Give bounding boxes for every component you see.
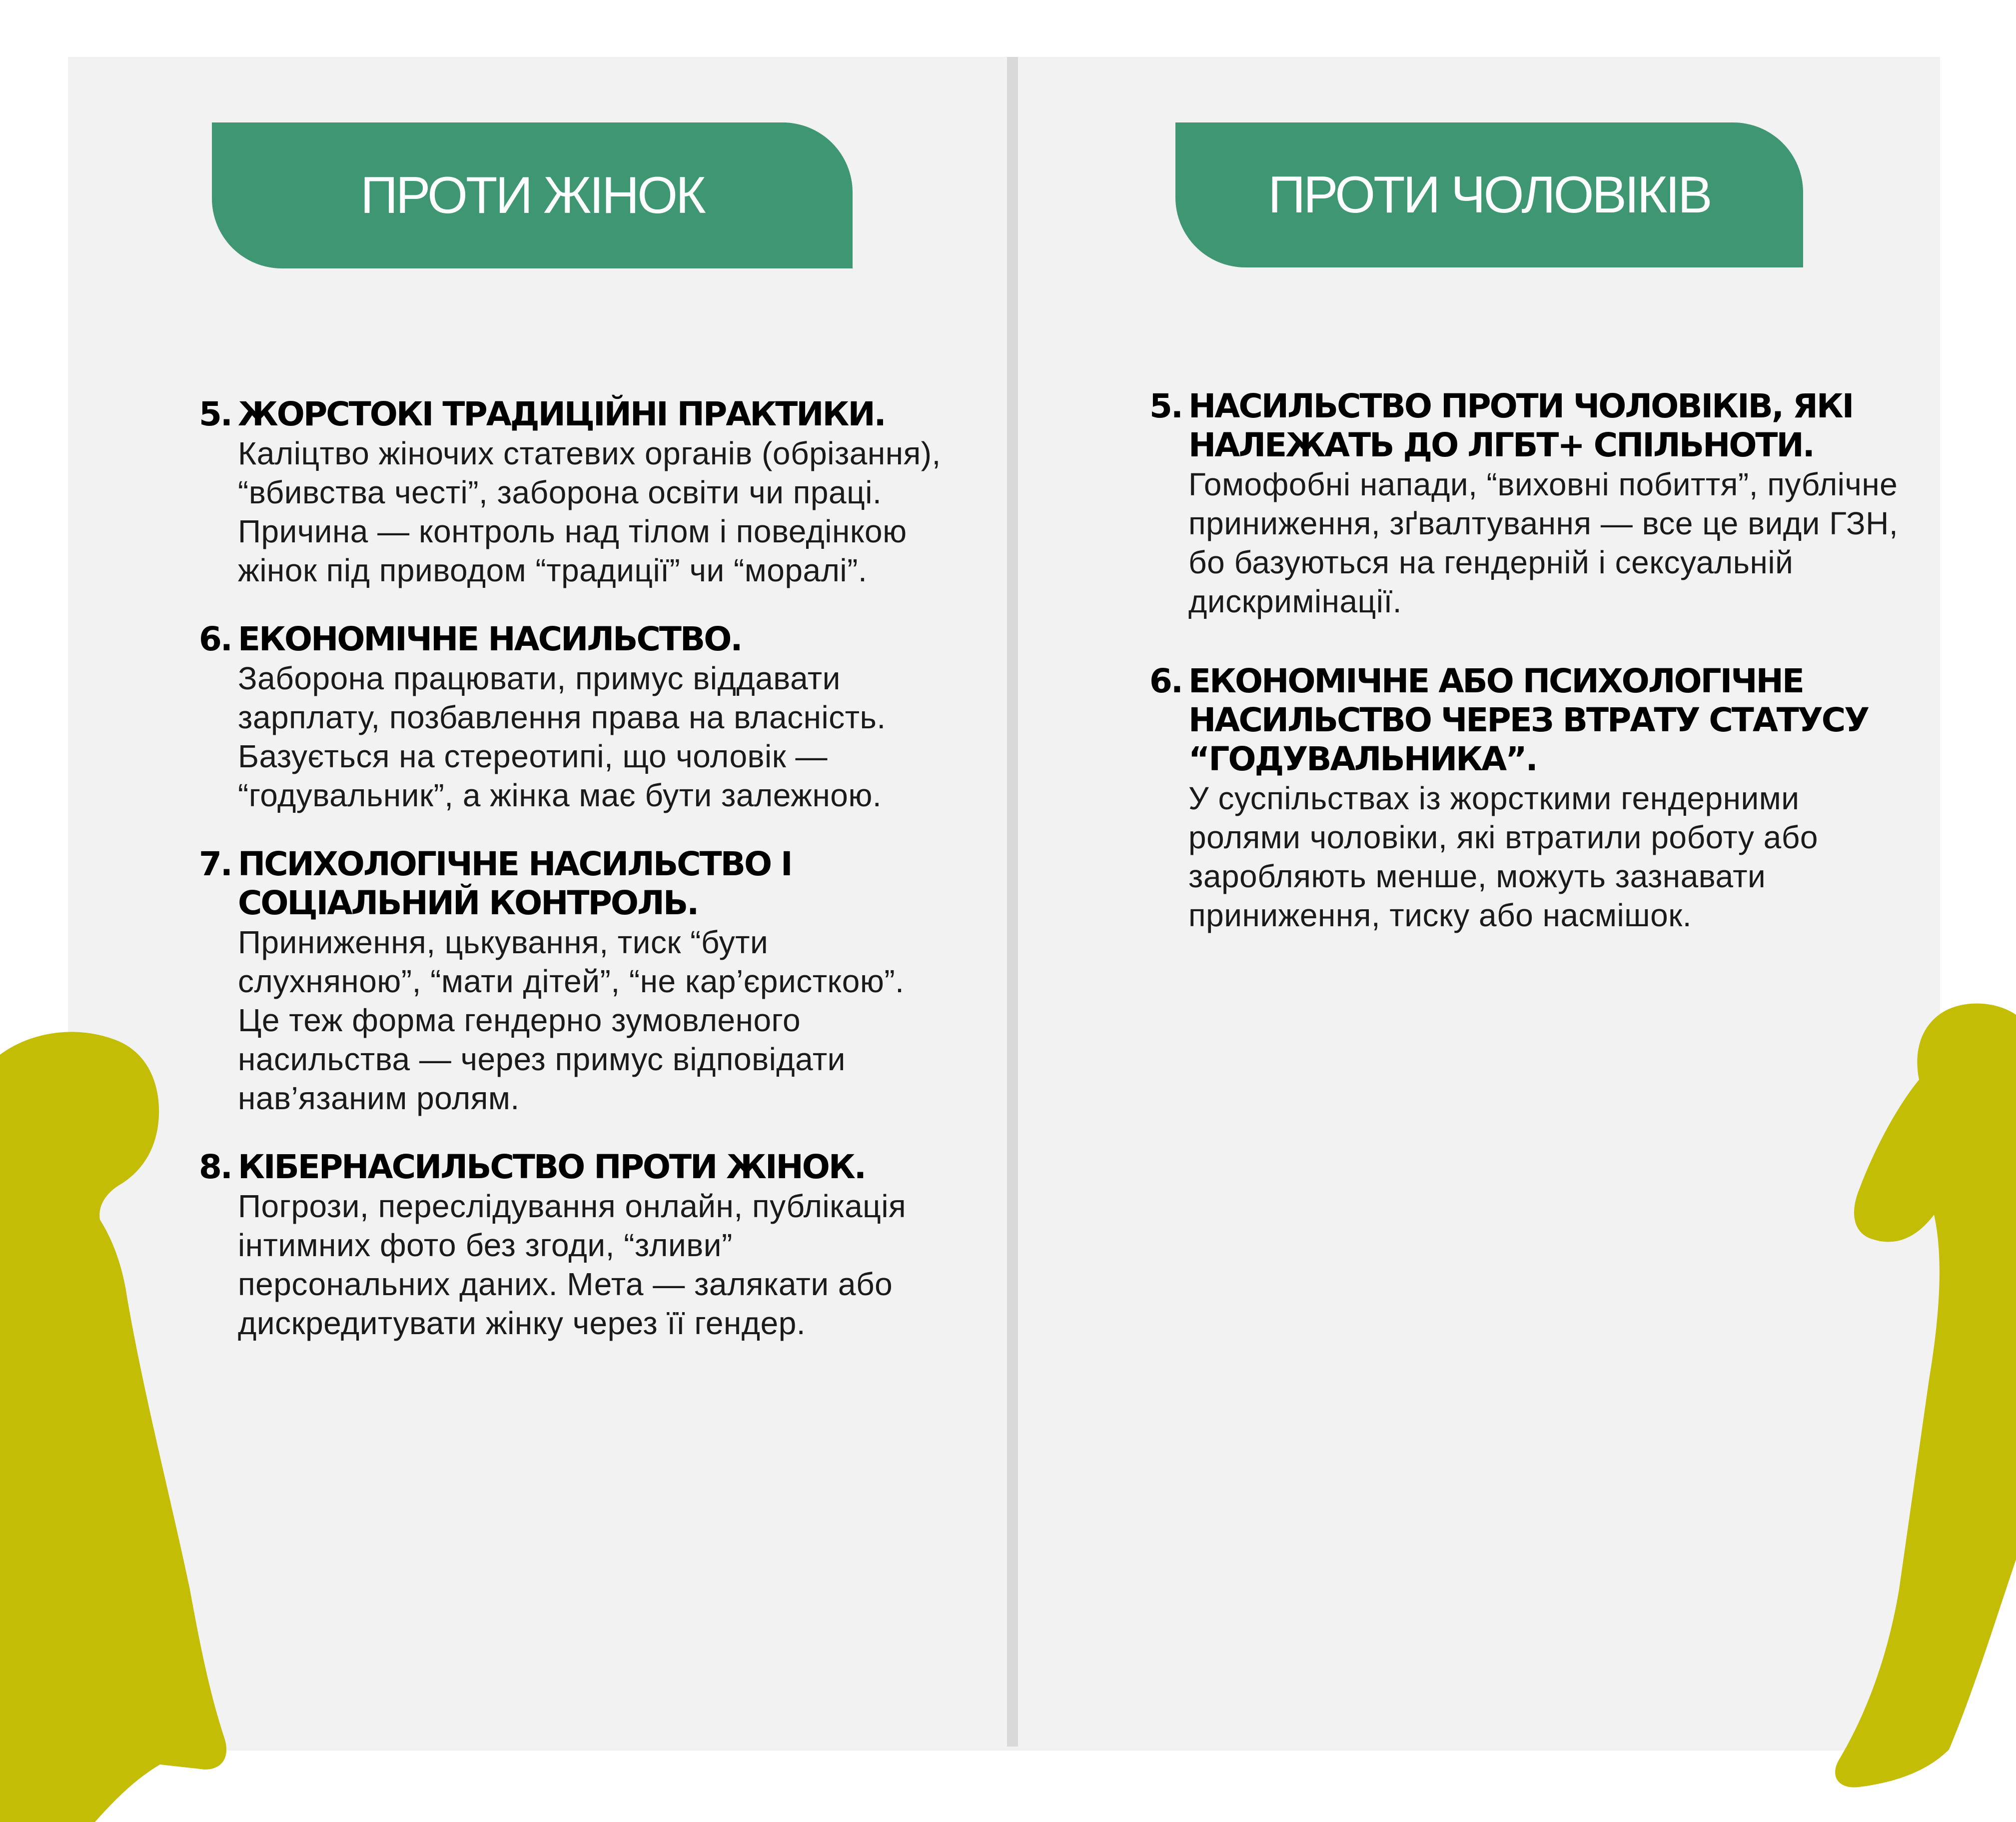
header-against-women: [212, 122, 853, 268]
item-text: Приниження, цькування, тиск “бути слухняною”, “мати дітей”, “не кар’єристкою”. Це теж форма гендерно зумовленого насильства — через примус відповідати нав’язаним ролям.: [238, 924, 905, 1116]
item-text: Каліцтво жіночих статевих органів (обрізання), “вбивства честі”, заборона освіти чи праці. Причина — контроль над тілом і поведінкою жінок під приводом “традиції” чи “моралі”.: [238, 435, 941, 588]
column-against-men: [1149, 387, 1919, 935]
header-against-men-label: ПРОТИ ЧОЛОВІКІВ: [1268, 165, 1711, 224]
item-text: Гомофобні напади, “виховні побиття”, публічне приниження, зґвалтування — все це види ГЗН, бо базуються на гендерній і сексуальній дискримінації.: [1188, 466, 1899, 619]
woman-silhouette-icon: [0, 1020, 425, 1822]
item-number: 7.: [199, 845, 231, 883]
item-number: 6.: [199, 620, 231, 658]
list-item: [199, 620, 949, 815]
item-title: ПСИХОЛОГІЧНЕ НАСИЛЬСТВО І СОЦІАЛЬНИЙ КОНТРОЛЬ.: [238, 845, 792, 922]
item-text: У суспільствах із жорсткими гендерними ролями чоловіки, які втратили роботу або заробляють менше, можуть зазнавати приниження, тиску або насмішок.: [1188, 780, 1818, 933]
item-title: ЖОРСТОКІ ТРАДИЦІЙНІ ПРАКТИКИ.: [238, 395, 885, 433]
item-title: ЕКОНОМІЧНЕ АБО ПСИХОЛОГІЧНЕ НАСИЛЬСТВО ЧЕРЕЗ ВТРАТУ СТАТУСУ “ГОДУВАЛЬНИКА”.: [1188, 662, 1869, 778]
item-title: НАСИЛЬСТВО ПРОТИ ЧОЛОВІКІВ, ЯКІ НАЛЕЖАТЬ ДО ЛГБТ+ СПІЛЬНОТИ.: [1188, 387, 1853, 464]
item-title: КІБЕРНАСИЛЬСТВО ПРОТИ ЖІНОК.: [238, 1148, 865, 1186]
item-title: ЕКОНОМІЧНЕ НАСИЛЬСТВО.: [238, 620, 742, 658]
header-against-men: [1175, 122, 1803, 267]
item-text: Погрози, переслідування онлайн, публікація інтимних фото без згоди, “зливи” персональних даних. Мета — залякати або дискредитувати жінку через її гендер.: [238, 1188, 907, 1341]
header-against-women-label: ПРОТИ ЖІНОК: [360, 166, 704, 224]
list-item: [1149, 662, 1919, 935]
item-number: 8.: [199, 1148, 231, 1186]
list-item: [1149, 387, 1919, 621]
list-item: [199, 395, 949, 590]
item-number: 5.: [199, 395, 231, 433]
item-text: Заборона працювати, примус віддавати зарплату, позбавлення права на власність. Базується на стереотипі, що чоловік — “годувальник”, а жінка має бути залежною.: [238, 660, 886, 813]
man-silhouette-icon: [1794, 1000, 2016, 1822]
item-number: 5.: [1149, 387, 1182, 425]
column-divider: [1007, 57, 1018, 1747]
item-number: 6.: [1149, 662, 1182, 700]
